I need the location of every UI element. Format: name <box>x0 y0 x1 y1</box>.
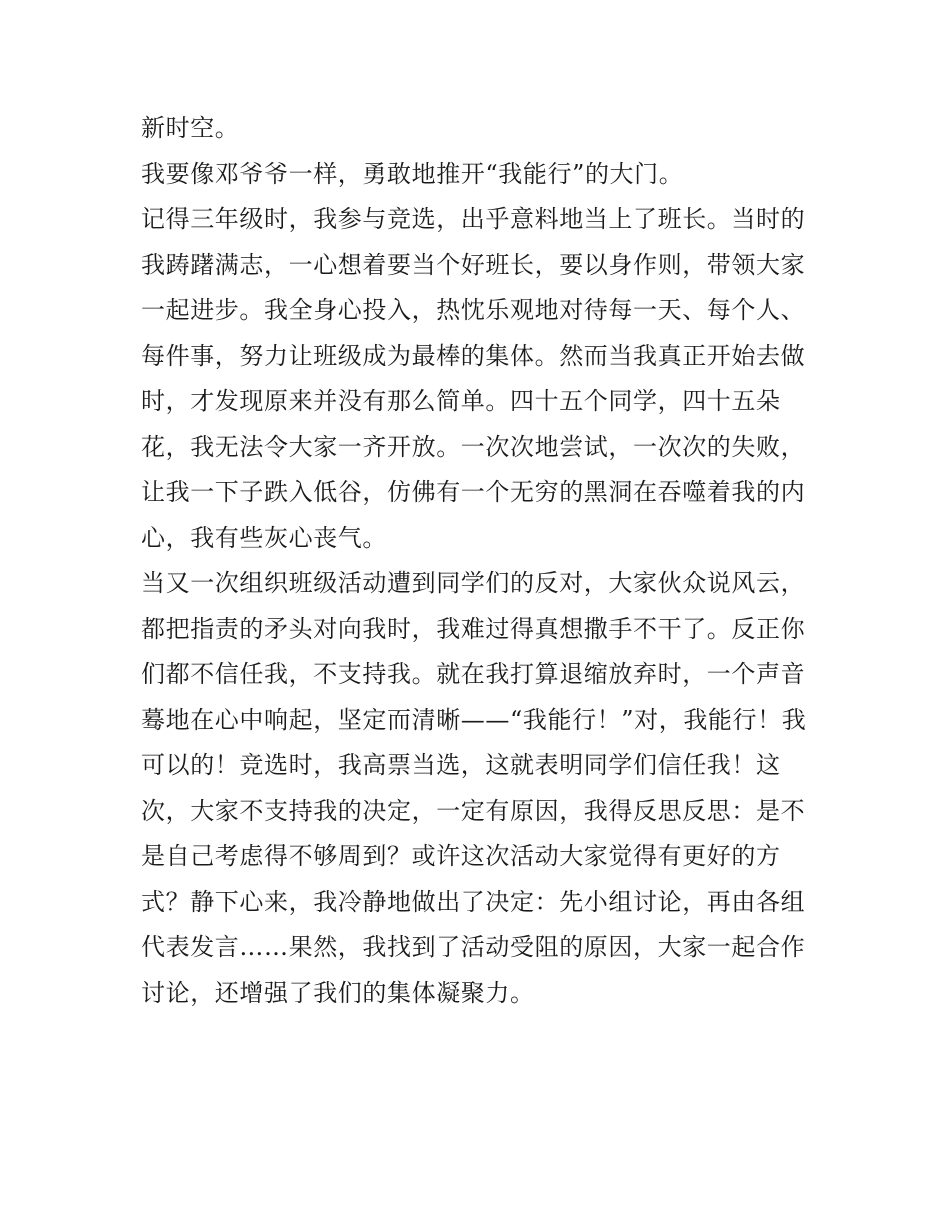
text-line: 我踌躇满志，一心想着要当个好班长，要以身作则，带领大家 <box>141 250 806 279</box>
text-line: 们都不信任我，不支持我。就在我打算退缩放弃时，一个声音 <box>141 660 806 688</box>
text-line: 蓦地在心中响起，坚定而清晰——“我能行！”对，我能行！我 <box>141 705 807 734</box>
text-line: 让我一下子跌入低谷，仿佛有一个无穷的黑洞在吞噬着我的内 <box>141 478 806 506</box>
text-line: 是自己考虑得不够周到？或许这次活动大家觉得有更好的方 <box>141 842 781 870</box>
text-line: 每件事，努力让班级成为最棒的集体。然而当我真正开始去做 <box>141 341 806 370</box>
text-line: 代表发言……果然，我找到了活动受阻的原因，大家一起合作 <box>141 933 806 961</box>
text-line: 时，才发现原来并没有那么简单。四十五个同学，四十五朵 <box>141 387 781 415</box>
text-line: 新时空。 <box>141 114 240 142</box>
text-line: 记得三年级时，我参与竞选，出乎意料地当上了班长。当时的 <box>141 205 806 233</box>
text-line: 都把指责的矛头对向我时，我难过得真想撒手不干了。反正你 <box>141 614 806 643</box>
text-line: 花，我无法令大家一齐开放。一次次地尝试，一次次的失败， <box>141 432 806 461</box>
text-line: 一起进步。我全身心投入，热忱乐观地对待每一天、每个人、 <box>141 296 806 324</box>
text-line: 当又一次组织班级活动遭到同学们的反对，大家伙众说风云， <box>141 569 806 597</box>
text-line: 式？静下心来，我冷静地做出了决定：先小组讨论，再由各组 <box>141 887 806 916</box>
text-line: 我要像邓爷爷一样，勇敢地推开“我能行”的大门。 <box>141 159 684 188</box>
body-text <box>141 106 821 1016</box>
text-line: 讨论，还增强了我们的集体凝聚力。 <box>141 978 535 1007</box>
text-line: 可以的！竞选时，我高票当选，这就表明同学们信任我！这 <box>141 751 781 779</box>
text-line: 次，大家不支持我的决定，一定有原因，我得反思反思：是不 <box>141 796 806 825</box>
text-line: 心，我有些灰心丧气。 <box>141 523 387 552</box>
